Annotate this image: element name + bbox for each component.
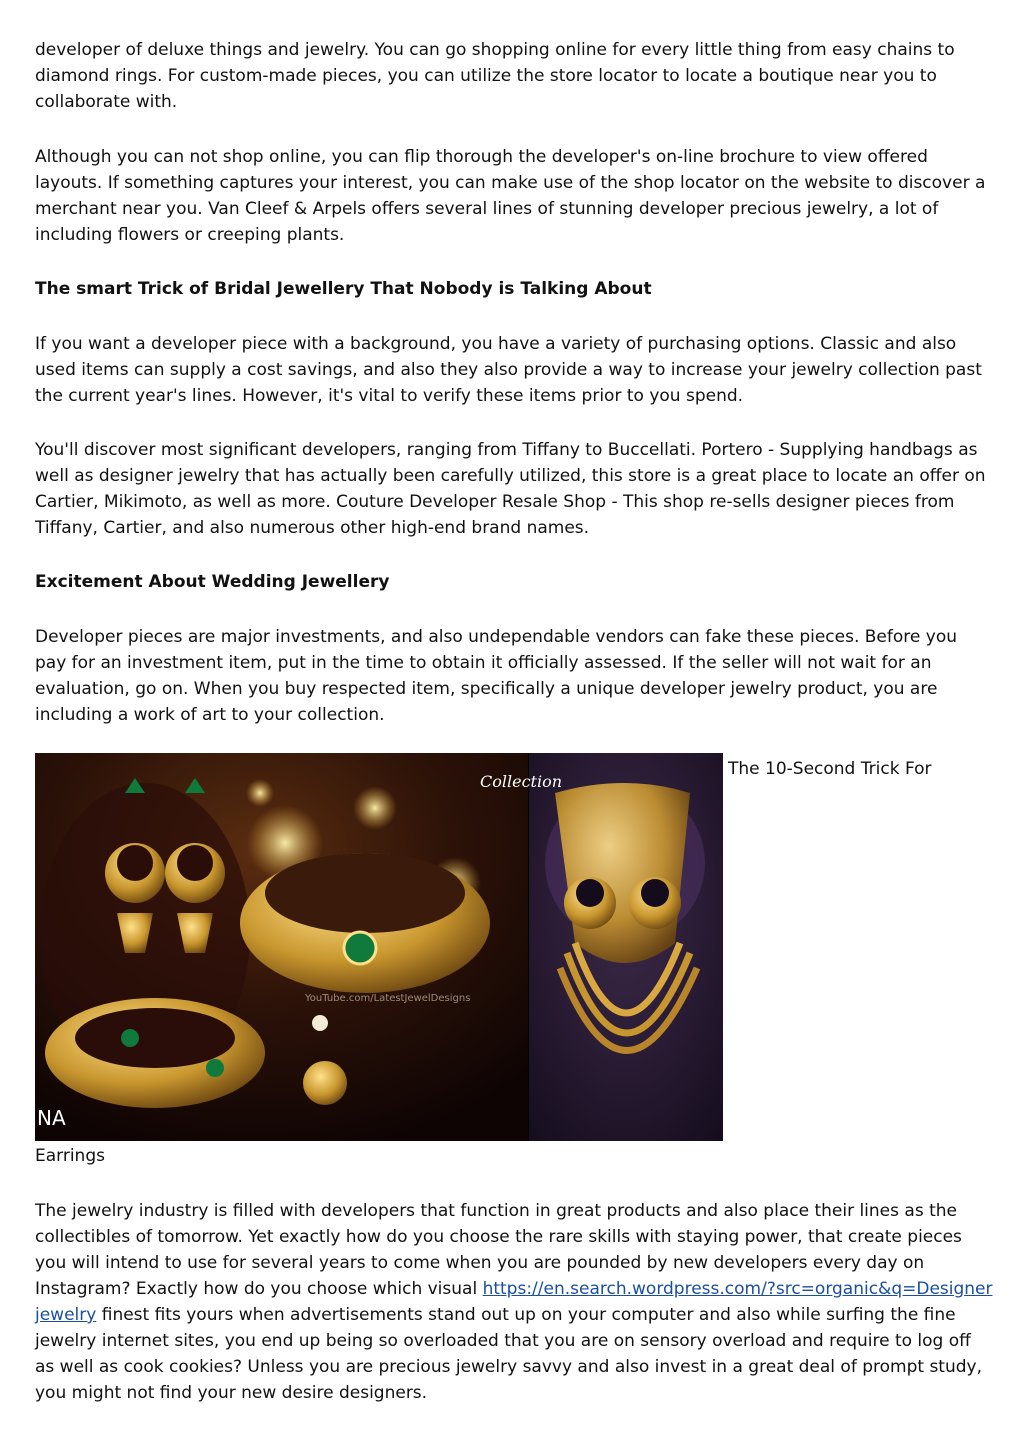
logo-text: NA [37,1106,66,1130]
paragraph-van-cleef: Although you can not shop online, you can flip thorough the developer's on-line brochure to view offered layouts. If something captures your interest, you can make use of the shop locator on the website to discover a merchant near you. Van Cleef & Arpels offers several lines of stunning developer precious jewelry, a lot of including flowers or creeping plants. [35,147,986,245]
watermark-text: YouTube.com/LatestJewelDesigns [305,993,471,1004]
figure-row [35,753,993,1141]
heading-bridal-jewellery: The smart Trick of Bridal Jewellery That Nobody is Talking About [35,279,652,299]
paragraph-text-before-link: The jewelry industry is filled with developers that function in great products and also place their lines as the collectibles of tomorrow. Yet exactly how do you choose the rare skills with staying power, that create pieces you will intend to use for several years to come when you are pounded by new developers every day on Instagram? Exactly how do you choose which visual [35,1201,962,1299]
paragraph-purchasing-options: If you want a developer piece with a background, you have a variety of purchasing options. Classic and also used items can supply a cost savings, and also they also provide a way to increase your jewelry collection past the current year's lines. However, it's vital to verify these items prior to you spend. [35,334,982,406]
paragraph-resale-shops: You'll discover most significant developers, ranging from Tiffany to Buccellati. Portero - Supplying handbags as well as designer jewelry that has actually been carefully utilized, this store is a great place to locate an offer on Cartier, Mikimoto, as well as more. Couture Developer Resale Shop - This shop re-sells designer pieces from Tiffany, Cartier, and also numerous other high-end brand names. [35,440,986,538]
paragraph-intro: developer of deluxe things and jewelry. You can go shopping online for every little thing from easy chains to diamond rings. For custom-made pieces, you can utilize the store locator to locate a boutique near you to collaborate with. [35,40,955,112]
paragraph-jewelry-industry [35,1198,993,1406]
collection-overlay-text: Collection [480,772,563,791]
heading-wedding-jewellery: Excitement About Wedding Jewellery [35,572,390,592]
paragraph-text-after-link: finest fits yours when advertisements stand out up on your computer and also while surfing the fine jewelry internet sites, you end up being so overloaded that you are on sensory overload and require to log off as well as cook cookies? Unless you are precious jewelry savvy and also invest in a great deal of prompt study, you might not find your new desire designers. [35,1305,983,1403]
jewelry-collection-image [35,753,723,1141]
paragraph-investments: Developer pieces are major investments, and also undependable vendors can fake these pieces. Before you pay for an investment item, put in the time to obtain it officially assessed. If the seller will not wait for an evaluation, go on. When you buy respected item, specifically a unique developer jewelry product, you are including a work of art to your collection. [35,627,957,725]
designer-jewelry-link[interactable]: https://en.search.wordpress.com/?src=organic&q=Designer jewelry [35,1279,993,1325]
figure-caption-earrings: Earrings [35,1146,105,1166]
figure-caption-right: The 10-Second Trick For [728,759,932,779]
